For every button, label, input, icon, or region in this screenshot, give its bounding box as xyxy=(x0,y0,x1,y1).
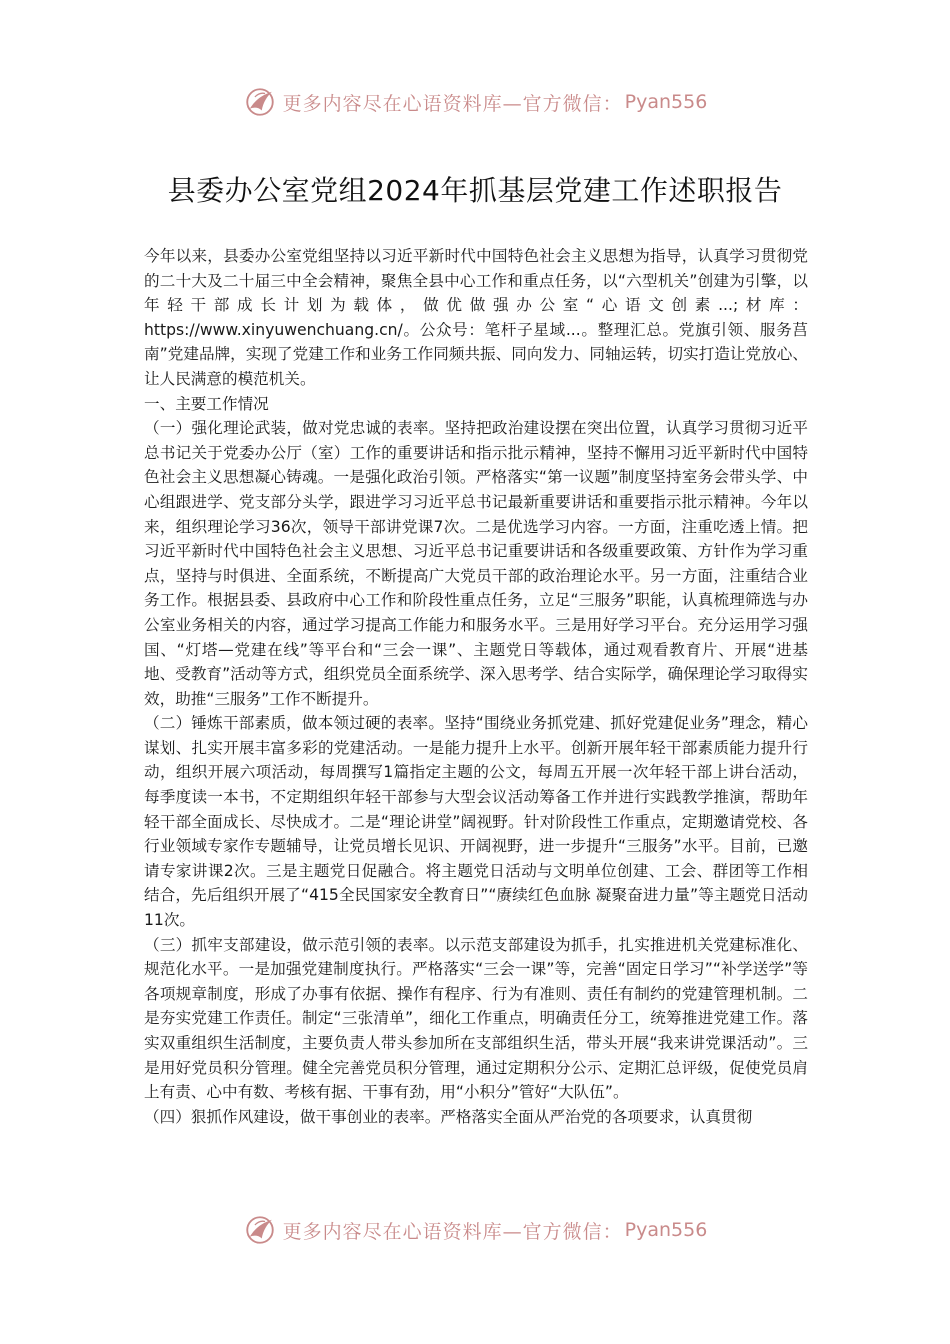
watermark-text: 更多内容尽在心语资料库—官方微信： xyxy=(282,92,623,115)
paragraph-section-1: （一）强化理论武装，做对党忠诚的表率。坚持把政治建设摆在突出位置，认真学习贯彻习近平总书记关于党委办公厅（室）工作的重要讲话和指示批示精神，坚持不懈用习近平新时代中国特色社会主义思想凝心铸魂。一是强化政治引领。严格落实“第一议题”制度坚持室务会带头学、中心组跟进学、党支部分头学，跟进学习习近平总书记最新重要讲话和重要指示批示精神。今年以来，组织理论学习36次，领导干部讲党课7次。二是优选学习内容。一方面，注重吃透上情。把习近平新时代中国特色社会主义思想、习近平总书记重要讲话和各级重要政策、方针作为学习重点，坚持与时俱进、全面系统，不断提高广大党员干部的政治理论水平。另一方面，注重结合业务工作。根据县委、县政府中心工作和阶段性重点任务，立足“三服务”职能，认真梳理筛选与办公室业务相关的内容，通过学习提高工作能力和服务水平。三是用好学习平台。充分运用学习强国、“灯塔—党建在线”等平台和“三会一课”、主题党日等载体，通过观看教育片、开展“进基地、受教育”活动等方式，组织党员全面系统学、深入思考学、结合实际学，确保理论学习取得实效，助推“三服务”工作不断提升。 xyxy=(144,419,808,708)
watermark-text: 更多内容尽在心语资料库—官方微信： xyxy=(282,1220,623,1243)
document-body xyxy=(144,244,808,1129)
document-title: 县委办公室党组2024年抓基层党建工作述职报告 xyxy=(167,173,783,207)
phoenix-logo-icon xyxy=(243,85,277,119)
watermark-bottom xyxy=(0,1210,950,1250)
paragraph-section-2: （二）锤炼干部素质，做本领过硬的表率。坚持“围绕业务抓党建、抓好党建促业务”理念，精心谋划、扎实开展丰富多彩的党建活动。一是能力提升上水平。创新开展年轻干部素质能力提升行动，组织开展六项活动，每周撰写1篇指定主题的公文，每周五开展一次年轻干部上讲台活动，每季度读一本书，不定期组织年轻干部参与大型会议活动筹备工作并进行实践教学推演，帮助年轻干部全面成长、尽快成才。二是“理论讲堂”阔视野。针对阶段性工作重点，定期邀请党校、各行业领域专家作专题辅导，让党员增长见识、开阔视野，进一步提升“三服务”水平。目前，已邀请专家讲课2次。三是主题党日促融合。将主题党日活动与文明单位创建、工会、群团等工作相结合，先后组织开展了“415全民国家安全教育日”“赓续红色血脉 凝聚奋进力量”等主题党日活动11次。 xyxy=(144,714,808,930)
intro-paragraph: 今年以来，县委办公室党组坚持以习近平新时代中国特色社会主义思想为指导，认真学习贯彻党的二十大及二十届三中全会精神，聚焦全县中心工作和重点任务，以“六型机关”创建为引擎，以年轻干部成长计划为载体，做优做强办公室“心语文创素...;材库：https://www.xinyuwenchuang.cn/。公众号：笔杆子星域...。整理汇总。党旗引领、服务莒南”党建品牌，实现了党建工作和业务工作同频共振、同向发力、同轴运转，切实打造让党放心、让人民满意的模范机关。 xyxy=(144,247,808,388)
watermark-top xyxy=(0,82,950,122)
section-heading: 一、主要工作情况 xyxy=(144,394,269,413)
phoenix-logo-icon xyxy=(243,1213,277,1247)
watermark-wechat-id: Pyan556 xyxy=(624,91,708,113)
paragraph-section-3: （三）抓牢支部建设，做示范引领的表率。以示范支部建设为抓手，扎实推进机关党建标准化、规范化水平。一是加强党建制度执行。严格落实“三会一课”等，完善“固定日学习”“补学送学”等各项规章制度，形成了办事有依据、操作有程序、行为有准则、责任有制约的党建管理机制。二是夯实党建工作责任。制定“三张清单”，细化工作重点，明确责任分工，统筹推进党建工作。落实双重组织生活制度，主要负责人带头参加所在支部组织生活，带头开展“我来讲党课活动”。三是用好党员积分管理。健全完善党员积分管理，通过定期积分公示、定期汇总评级，促使党员肩上有责、心中有数、考核有据、干事有劲，用“小积分”管好“大队伍”。 xyxy=(144,935,808,1102)
paragraph-section-4: （四）狠抓作风建设，做干事创业的表率。严格落实全面从严治党的各项要求，认真贯彻 xyxy=(144,1107,753,1126)
watermark-wechat-id: Pyan556 xyxy=(624,1219,708,1241)
